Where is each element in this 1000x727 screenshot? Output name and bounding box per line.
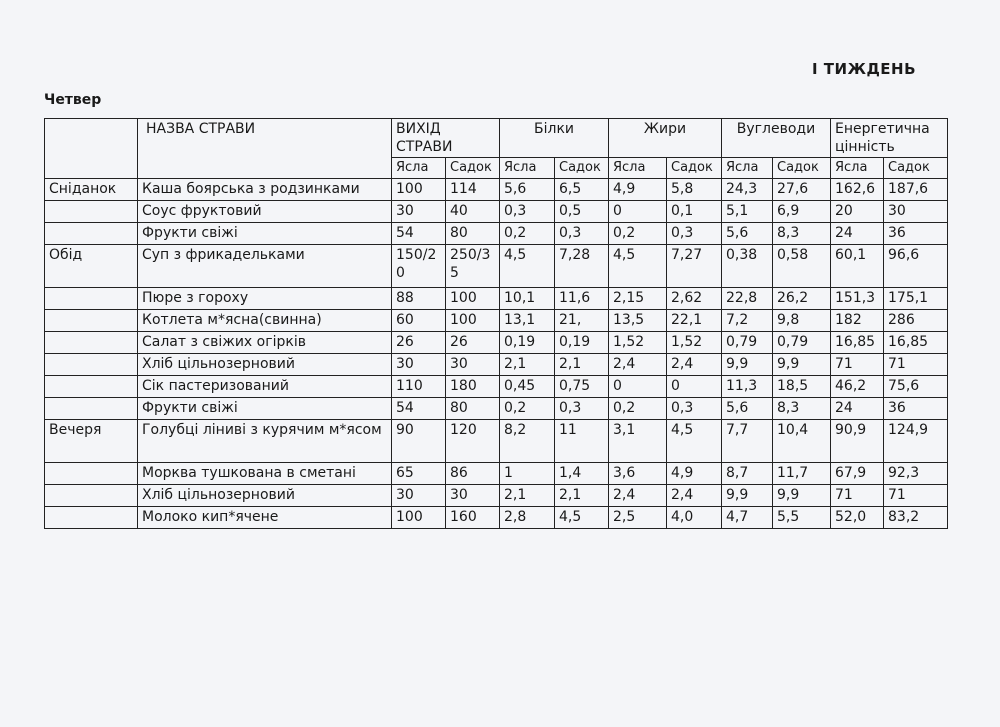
value-cell: 16,85 <box>831 332 884 354</box>
value-cell: 2,1 <box>555 354 609 376</box>
table-row <box>45 223 948 245</box>
carbs-nursery-header: Ясла <box>722 158 773 179</box>
value-cell: 3,1 <box>609 420 667 463</box>
value-cell: 5,1 <box>722 201 773 223</box>
output-nursery-header: Ясла <box>392 158 446 179</box>
value-cell: 6,9 <box>773 201 831 223</box>
value-cell: 30 <box>446 485 500 507</box>
value-cell: 0,3 <box>667 398 722 420</box>
value-cell: 2,4 <box>667 354 722 376</box>
value-cell: 8,7 <box>722 463 773 485</box>
meal-cell <box>45 354 138 376</box>
day-title: Четвер <box>44 92 102 108</box>
value-cell: 2,1 <box>555 485 609 507</box>
meal-cell <box>45 332 138 354</box>
value-cell: 30 <box>446 354 500 376</box>
value-cell: 71 <box>884 485 948 507</box>
value-cell: 96,6 <box>884 245 948 288</box>
dish-name-cell: Хліб цільнозерновий <box>138 485 392 507</box>
value-cell: 88 <box>392 288 446 310</box>
value-cell: 21, <box>555 310 609 332</box>
table-row <box>45 507 948 529</box>
value-cell: 1,52 <box>667 332 722 354</box>
value-cell: 36 <box>884 223 948 245</box>
value-cell: 162,6 <box>831 179 884 201</box>
value-cell: 4,5 <box>555 507 609 529</box>
value-cell: 0,38 <box>722 245 773 288</box>
value-cell: 2,4 <box>609 485 667 507</box>
value-cell: 46,2 <box>831 376 884 398</box>
fats-kindergarten-header: Садок <box>667 158 722 179</box>
value-cell: 83,2 <box>884 507 948 529</box>
output-header: ВИХІД СТРАВИ <box>392 119 500 158</box>
table-row <box>45 398 948 420</box>
value-cell: 6,5 <box>555 179 609 201</box>
value-cell: 22,8 <box>722 288 773 310</box>
value-cell: 9,8 <box>773 310 831 332</box>
dish-name-cell: Фрукти свіжі <box>138 398 392 420</box>
value-cell: 0,3 <box>500 201 555 223</box>
value-cell: 4,7 <box>722 507 773 529</box>
value-cell: 11,3 <box>722 376 773 398</box>
value-cell: 18,5 <box>773 376 831 398</box>
value-cell: 4,5 <box>667 420 722 463</box>
value-cell: 65 <box>392 463 446 485</box>
menu-table <box>44 118 948 529</box>
value-cell: 0,75 <box>555 376 609 398</box>
meal-cell <box>45 463 138 485</box>
value-cell: 2,8 <box>500 507 555 529</box>
fats-nursery-header: Ясла <box>609 158 667 179</box>
value-cell: 86 <box>446 463 500 485</box>
value-cell: 2,1 <box>500 485 555 507</box>
week-title: I ТИЖДЕНЬ <box>812 60 917 78</box>
value-cell: 13,1 <box>500 310 555 332</box>
meal-cell <box>45 507 138 529</box>
value-cell: 100 <box>446 288 500 310</box>
value-cell: 2,1 <box>500 354 555 376</box>
table-row <box>45 354 948 376</box>
value-cell: 8,2 <box>500 420 555 463</box>
value-cell: 7,2 <box>722 310 773 332</box>
value-cell: 160 <box>446 507 500 529</box>
value-cell: 120 <box>446 420 500 463</box>
value-cell: 5,6 <box>722 398 773 420</box>
meal-cell <box>45 376 138 398</box>
value-cell: 1,52 <box>609 332 667 354</box>
value-cell: 11,6 <box>555 288 609 310</box>
value-cell: 30 <box>884 201 948 223</box>
dish-name-cell: Салат з свіжих огірків <box>138 332 392 354</box>
proteins-kindergarten-header: Садок <box>555 158 609 179</box>
value-cell: 110 <box>392 376 446 398</box>
value-cell: 92,3 <box>884 463 948 485</box>
value-cell: 0,2 <box>500 223 555 245</box>
dish-name-cell: Пюре з гороху <box>138 288 392 310</box>
value-cell: 10,4 <box>773 420 831 463</box>
proteins-nursery-header: Ясла <box>500 158 555 179</box>
value-cell: 150/20 <box>392 245 446 288</box>
value-cell: 90,9 <box>831 420 884 463</box>
value-cell: 20 <box>831 201 884 223</box>
value-cell: 30 <box>392 201 446 223</box>
value-cell: 9,9 <box>773 485 831 507</box>
value-cell: 54 <box>392 223 446 245</box>
value-cell: 36 <box>884 398 948 420</box>
energy-nursery-header: Ясла <box>831 158 884 179</box>
value-cell: 124,9 <box>884 420 948 463</box>
value-cell: 2,5 <box>609 507 667 529</box>
value-cell: 26 <box>392 332 446 354</box>
value-cell: 40 <box>446 201 500 223</box>
table-row <box>45 485 948 507</box>
value-cell: 0,3 <box>555 398 609 420</box>
value-cell: 286 <box>884 310 948 332</box>
meal-cell: Обід <box>45 245 138 288</box>
dish-name-cell: Морква тушкована в сметані <box>138 463 392 485</box>
value-cell: 0,79 <box>773 332 831 354</box>
value-cell: 8,3 <box>773 223 831 245</box>
value-cell: 30 <box>392 354 446 376</box>
value-cell: 26 <box>446 332 500 354</box>
dish-name-cell: Молоко кип*ячене <box>138 507 392 529</box>
value-cell: 182 <box>831 310 884 332</box>
value-cell: 80 <box>446 398 500 420</box>
value-cell: 11,7 <box>773 463 831 485</box>
table-row <box>45 332 948 354</box>
value-cell: 114 <box>446 179 500 201</box>
value-cell: 100 <box>392 507 446 529</box>
value-cell: 0,58 <box>773 245 831 288</box>
value-cell: 90 <box>392 420 446 463</box>
value-cell: 9,9 <box>722 354 773 376</box>
value-cell: 175,1 <box>884 288 948 310</box>
value-cell: 13,5 <box>609 310 667 332</box>
value-cell: 71 <box>831 354 884 376</box>
value-cell: 0,45 <box>500 376 555 398</box>
value-cell: 0,3 <box>555 223 609 245</box>
value-cell: 2,62 <box>667 288 722 310</box>
value-cell: 0,19 <box>555 332 609 354</box>
meal-cell <box>45 223 138 245</box>
value-cell: 0,2 <box>500 398 555 420</box>
value-cell: 0,79 <box>722 332 773 354</box>
value-cell: 187,6 <box>884 179 948 201</box>
value-cell: 0,2 <box>609 223 667 245</box>
value-cell: 5,6 <box>722 223 773 245</box>
carbs-header: Вуглеводи <box>722 119 831 158</box>
dish-name-cell: Котлета м*ясна(свинна) <box>138 310 392 332</box>
value-cell: 250/35 <box>446 245 500 288</box>
meal-cell: Вечеря <box>45 420 138 463</box>
value-cell: 11 <box>555 420 609 463</box>
value-cell: 100 <box>392 179 446 201</box>
value-cell: 75,6 <box>884 376 948 398</box>
dish-name-cell: Соус фруктовий <box>138 201 392 223</box>
meal-cell <box>45 310 138 332</box>
dish-name-cell: Фрукти свіжі <box>138 223 392 245</box>
value-cell: 8,3 <box>773 398 831 420</box>
value-cell: 54 <box>392 398 446 420</box>
value-cell: 26,2 <box>773 288 831 310</box>
value-cell: 71 <box>831 485 884 507</box>
value-cell: 151,3 <box>831 288 884 310</box>
meal-cell: Сніданок <box>45 179 138 201</box>
meal-header <box>45 119 138 179</box>
value-cell: 0 <box>609 201 667 223</box>
value-cell: 0,2 <box>609 398 667 420</box>
value-cell: 1 <box>500 463 555 485</box>
value-cell: 180 <box>446 376 500 398</box>
value-cell: 30 <box>392 485 446 507</box>
value-cell: 0,3 <box>667 223 722 245</box>
value-cell: 5,6 <box>500 179 555 201</box>
value-cell: 0 <box>667 376 722 398</box>
value-cell: 7,7 <box>722 420 773 463</box>
table-row <box>45 420 948 463</box>
value-cell: 4,0 <box>667 507 722 529</box>
meal-cell <box>45 288 138 310</box>
value-cell: 4,5 <box>500 245 555 288</box>
value-cell: 2,15 <box>609 288 667 310</box>
table-row <box>45 463 948 485</box>
value-cell: 0,19 <box>500 332 555 354</box>
table-row <box>45 245 948 288</box>
value-cell: 71 <box>884 354 948 376</box>
value-cell: 2,4 <box>609 354 667 376</box>
value-cell: 0 <box>609 376 667 398</box>
value-cell: 7,28 <box>555 245 609 288</box>
value-cell: 22,1 <box>667 310 722 332</box>
value-cell: 4,9 <box>667 463 722 485</box>
value-cell: 60 <box>392 310 446 332</box>
value-cell: 5,8 <box>667 179 722 201</box>
value-cell: 24 <box>831 223 884 245</box>
table-row <box>45 201 948 223</box>
value-cell: 7,27 <box>667 245 722 288</box>
meal-cell <box>45 201 138 223</box>
value-cell: 27,6 <box>773 179 831 201</box>
energy-kindergarten-header: Садок <box>884 158 948 179</box>
dish-name-cell: Суп з фрикадельками <box>138 245 392 288</box>
menu-body <box>45 179 948 529</box>
value-cell: 24 <box>831 398 884 420</box>
value-cell: 2,4 <box>667 485 722 507</box>
output-kindergarten-header: Садок <box>446 158 500 179</box>
value-cell: 52,0 <box>831 507 884 529</box>
fats-header: Жири <box>609 119 722 158</box>
value-cell: 60,1 <box>831 245 884 288</box>
carbs-kindergarten-header: Садок <box>773 158 831 179</box>
table-row <box>45 310 948 332</box>
table-row <box>45 376 948 398</box>
value-cell: 80 <box>446 223 500 245</box>
value-cell: 0,1 <box>667 201 722 223</box>
meal-cell <box>45 485 138 507</box>
energy-header: Енергетична цінність <box>831 119 948 158</box>
dish-name-cell: Каша боярська з родзинками <box>138 179 392 201</box>
meal-cell <box>45 398 138 420</box>
value-cell: 24,3 <box>722 179 773 201</box>
dish-name-cell: Хліб цільнозерновий <box>138 354 392 376</box>
name-header: НАЗВА СТРАВИ <box>138 119 392 179</box>
value-cell: 16,85 <box>884 332 948 354</box>
value-cell: 5,5 <box>773 507 831 529</box>
value-cell: 10,1 <box>500 288 555 310</box>
value-cell: 3,6 <box>609 463 667 485</box>
value-cell: 9,9 <box>773 354 831 376</box>
table-row <box>45 288 948 310</box>
dish-name-cell: Сік пастеризований <box>138 376 392 398</box>
table-row <box>45 179 948 201</box>
value-cell: 0,5 <box>555 201 609 223</box>
proteins-header: Білки <box>500 119 609 158</box>
value-cell: 100 <box>446 310 500 332</box>
value-cell: 9,9 <box>722 485 773 507</box>
value-cell: 1,4 <box>555 463 609 485</box>
value-cell: 4,5 <box>609 245 667 288</box>
dish-name-cell: Голубці ліниві з курячим м*ясом <box>138 420 392 463</box>
value-cell: 4,9 <box>609 179 667 201</box>
value-cell: 67,9 <box>831 463 884 485</box>
